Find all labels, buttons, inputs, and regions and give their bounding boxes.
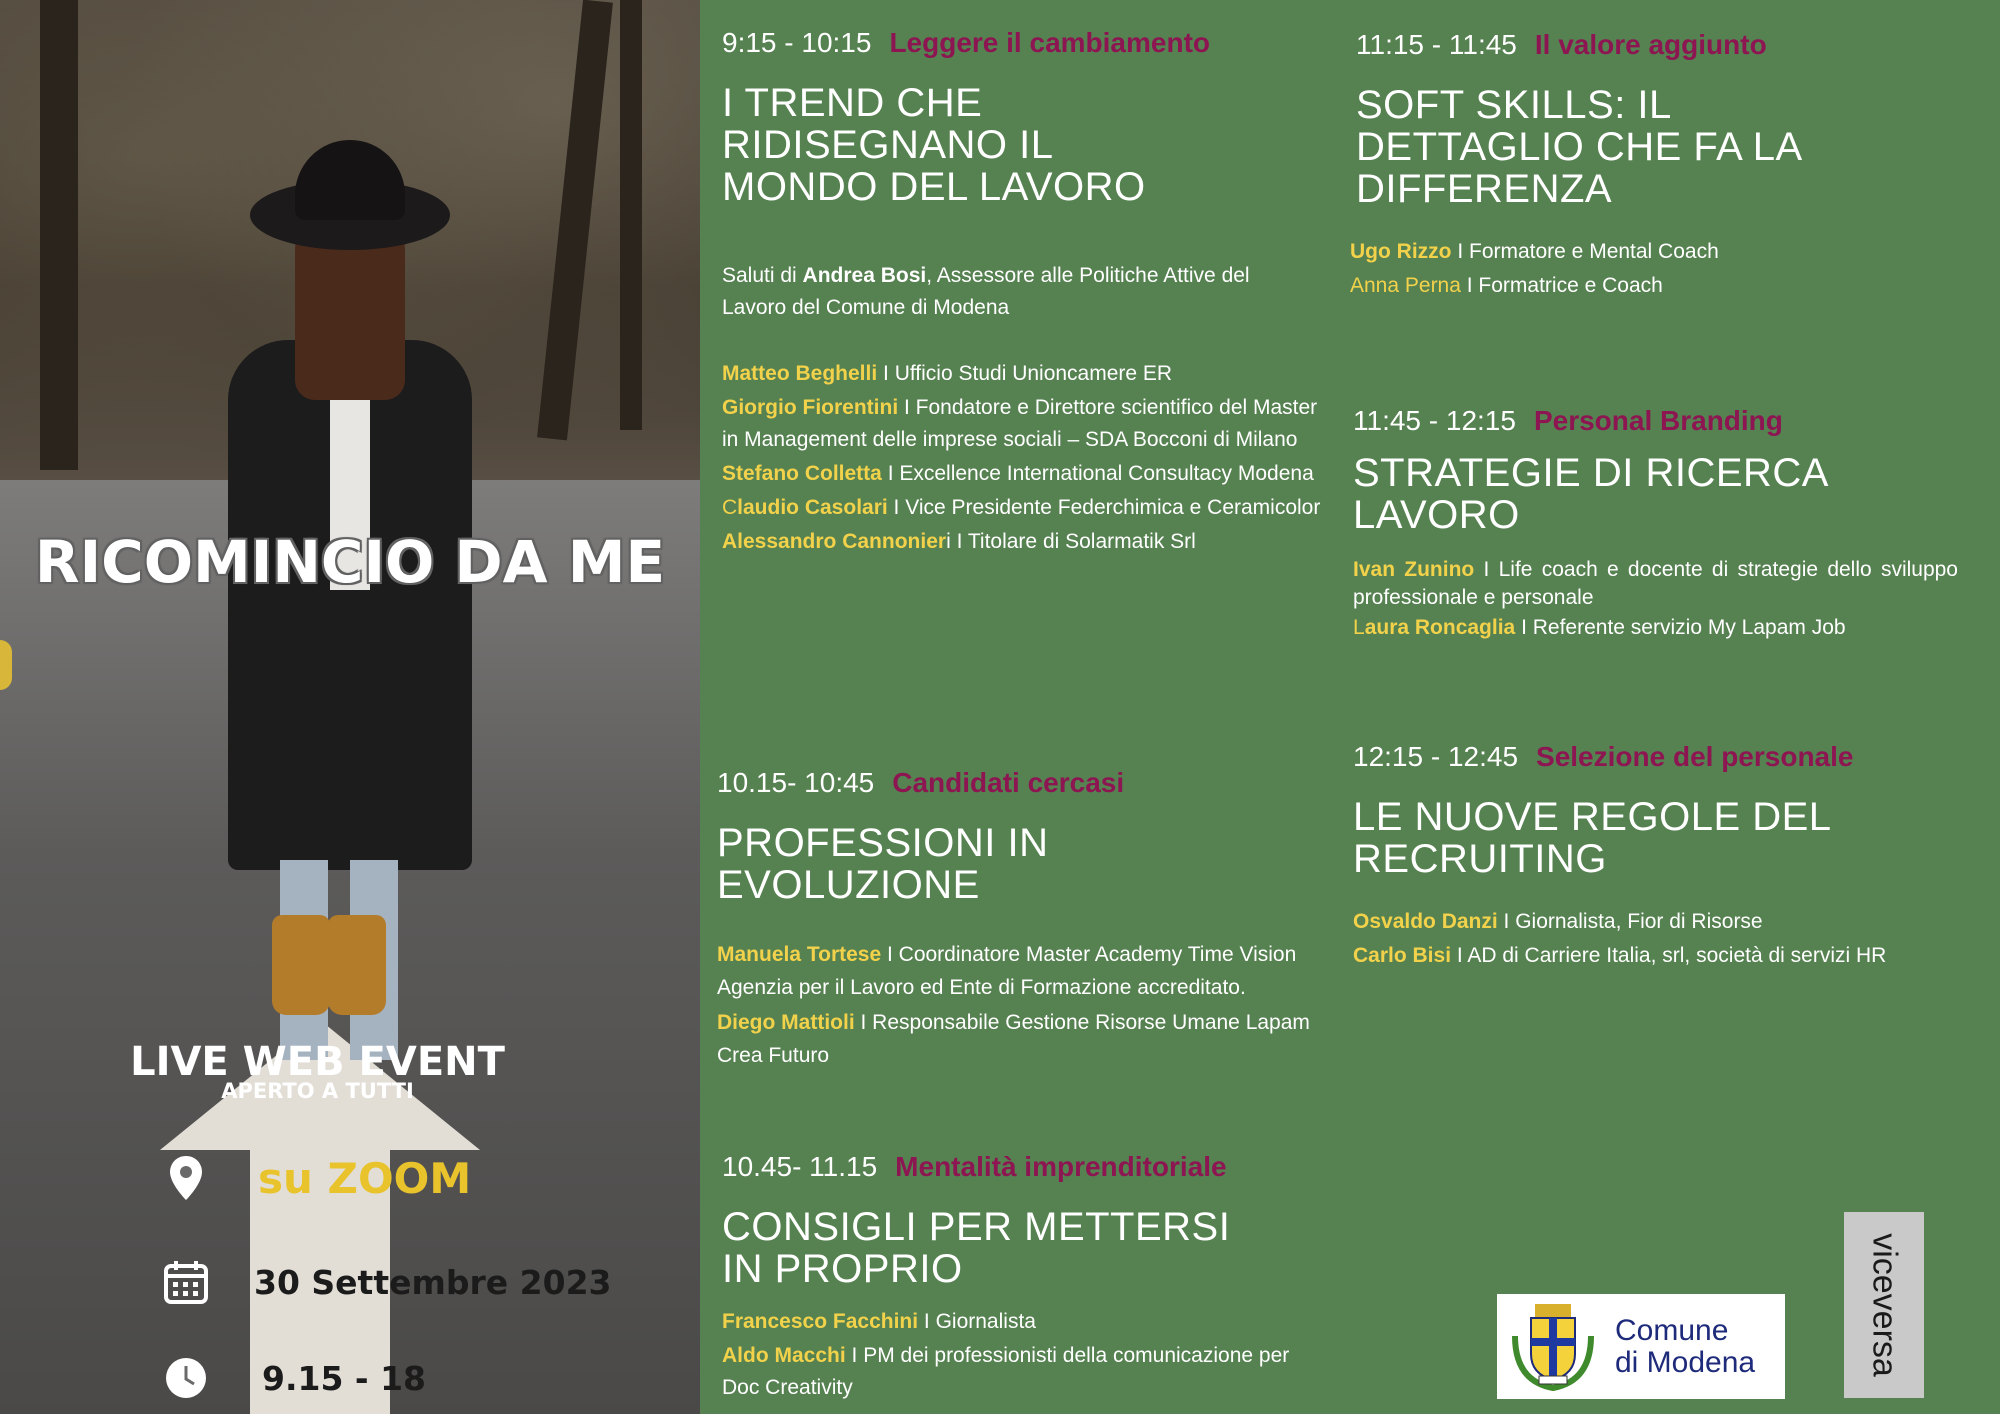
viceversa-logo: viceversa <box>1844 1212 1924 1398</box>
speaker-list <box>1353 556 1958 642</box>
greeting: Saluti di Andrea Bosi, Assessore alle Politiche Attive del Lavoro del Comune di Modena <box>722 264 1250 319</box>
session-headline: LE NUOVE REGOLE DEL RECRUITING <box>1353 795 1832 881</box>
session-time: 9:15 - 10:15 <box>722 27 872 58</box>
comune-di-modena-logo <box>1497 1294 1785 1399</box>
session-theme: Selezione del personale <box>1536 741 1854 772</box>
session-headline: CONSIGLI PER METTERSI IN PROPRIO <box>722 1205 1231 1291</box>
location-pin-icon <box>160 1152 212 1204</box>
session-slot <box>722 1150 1332 1184</box>
session-headline: I TREND CHE RIDISEGNANO IL MONDO DEL LAVORO <box>722 81 1146 209</box>
session-3 <box>722 1150 1332 1404</box>
speaker-list <box>1353 906 1973 972</box>
session-time: 12:15 - 12:45 <box>1353 741 1519 772</box>
session-headline: STRATEGIE DI RICERCA LAVORO <box>1353 451 1829 537</box>
session-6 <box>1353 740 1973 972</box>
calendar-icon <box>160 1256 212 1308</box>
coat-of-arms-icon <box>1505 1296 1601 1397</box>
platform-row <box>160 1152 471 1204</box>
event-title: RICOMINCIO DA ME <box>34 528 666 596</box>
platform-text: su ZOOM <box>258 1153 472 1203</box>
speaker: Stefano Colletta I Excellence International Consultacy Modena <box>722 462 1314 485</box>
speaker: Alessandro Cannonieri I Titolare di Solarmatik Srl <box>722 530 1196 553</box>
date-row <box>160 1256 612 1308</box>
time-row <box>160 1352 426 1404</box>
speaker: Diego Mattioli I Responsabile Gestione Risorse Umane Lapam Crea Futuro <box>717 1011 1310 1067</box>
speaker-list <box>1350 236 1956 302</box>
session-time: 10.15- 10:45 <box>717 767 875 798</box>
comune-name: Comune di Modena <box>1615 1313 1756 1379</box>
session-5 <box>1353 404 1958 642</box>
session-theme: Personal Branding <box>1533 405 1783 436</box>
session-theme: Mentalità imprenditoriale <box>895 1151 1227 1182</box>
speaker: Ivan Zunino I Life coach e docente di strategie dello sviluppo professionale e personale <box>1353 558 1958 609</box>
speaker: Claudio Casolari I Vice Presidente Federchimica e Ceramicolor <box>722 496 1321 519</box>
speaker: Carlo Bisi I AD di Carriere Italia, srl, società di servizi HR <box>1353 944 1887 967</box>
live-web-event-text: LIVE WEB EVENT <box>130 1039 505 1085</box>
session-time: 11:15 - 11:45 <box>1356 29 1517 60</box>
session-headline: PROFESSIONI IN EVOLUZIONE <box>717 821 1049 907</box>
speaker-list <box>722 1306 1332 1404</box>
event-hours: 9.15 - 18 <box>262 1358 427 1398</box>
live-event-label <box>100 1040 535 1102</box>
speaker: Aldo Macchi I PM dei professionisti della comunicazione per Doc Creativity <box>722 1344 1290 1399</box>
speaker: Anna Perna I Formatrice e Coach <box>1350 274 1663 297</box>
session-time: 10.45- 11.15 <box>722 1151 878 1182</box>
session-slot <box>717 766 1317 800</box>
speaker: Ugo Rizzo I Formatore e Mental Coach <box>1350 240 1719 263</box>
session-slot <box>1356 28 1956 62</box>
speaker: Osvaldo Danzi I Giornalista, Fior di Risorse <box>1353 910 1763 933</box>
session-1 <box>722 26 1322 558</box>
speaker: Laura Roncaglia I Referente servizio My Lapam Job <box>1353 616 1846 639</box>
session-4 <box>1350 28 1956 302</box>
event-date: 30 Settembre 2023 <box>254 1262 612 1302</box>
session-slot <box>1353 740 1973 774</box>
session-theme: Candidati cercasi <box>892 767 1125 798</box>
session-slot <box>722 26 1322 60</box>
speaker: Matteo Beghelli I Ufficio Studi Unioncamere ER <box>722 362 1173 385</box>
session-theme: Leggere il cambiamento <box>889 27 1210 58</box>
clock-icon <box>160 1352 212 1404</box>
tree-trunk <box>40 0 78 470</box>
tree-trunk <box>620 0 642 430</box>
session-time: 11:45 - 12:15 <box>1353 405 1516 436</box>
session-theme: Il valore aggiunto <box>1534 29 1767 60</box>
open-to-all-text: APERTO A TUTTI <box>221 1079 414 1103</box>
speaker: Manuela Tortese I Coordinatore Master Academy Time Vision Agenzia per il Lavoro ed Ente di Formazione accreditato. <box>717 943 1297 999</box>
speaker-list <box>722 358 1322 558</box>
session-slot <box>1353 404 1958 438</box>
speaker: Francesco Facchini I Giornalista <box>722 1310 1036 1333</box>
hero-photo-panel <box>0 0 700 1414</box>
session-2 <box>717 766 1317 1072</box>
speaker-list <box>717 938 1317 1072</box>
session-headline: SOFT SKILLS: IL DETTAGLIO CHE FA LA DIFFERENZA <box>1356 83 1803 211</box>
road-marking <box>0 640 12 690</box>
speaker: Giorgio Fiorentini I Fondatore e Direttore scientifico del Master in Management delle imprese sociali – SDA Bocconi di Milano <box>722 396 1318 451</box>
